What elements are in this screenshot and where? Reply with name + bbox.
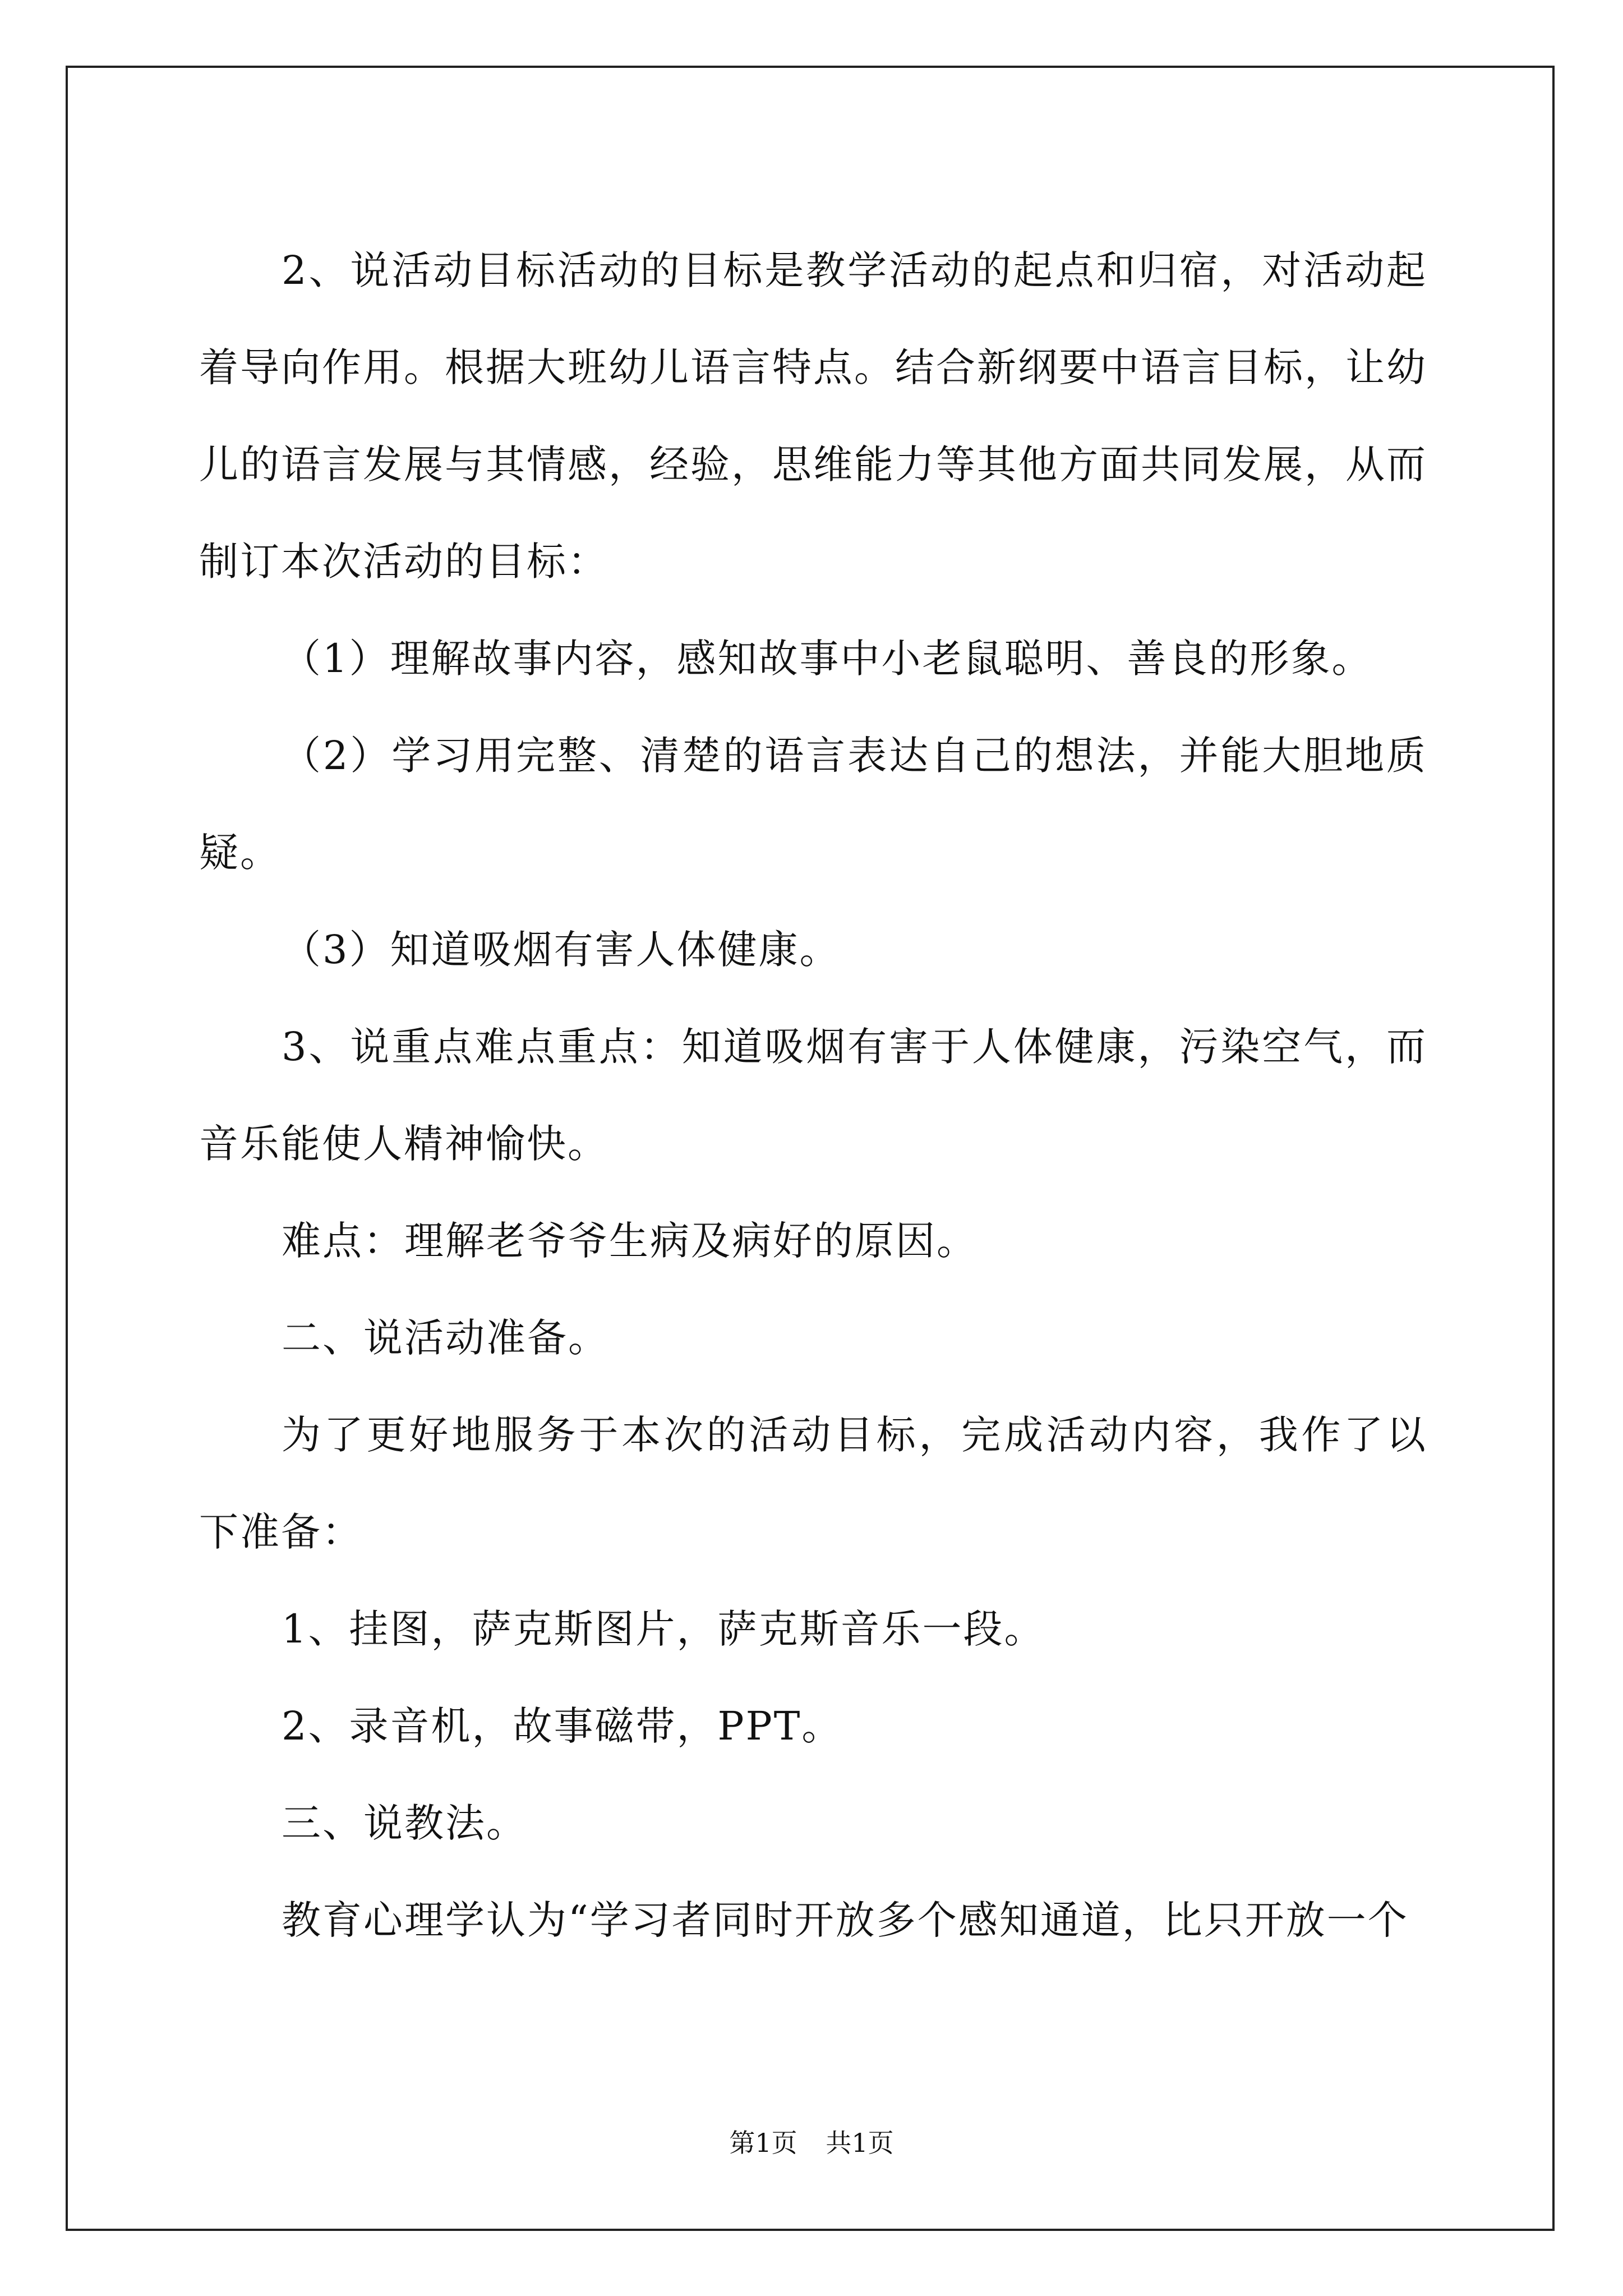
paragraph-4: （3）知道吸烟有害人体健康。 <box>282 927 841 973</box>
paragraph-7: 二、说活动准备。 <box>282 1315 609 1361</box>
page-footer <box>0 2126 1623 2160</box>
paragraph-6: 难点：理解老爷爷生病及病好的原因。 <box>282 1218 978 1264</box>
paragraph-12: 教育心理学认为“学习者同时开放多个感知通道，比只开放一个 <box>282 1897 1409 1943</box>
paragraph-9: 1、挂图，萨克斯图片，萨克斯音乐一段。 <box>282 1606 1045 1652</box>
paragraph-5: 3、说重点难点重点：知道吸烟有害于人体健康，污染空气，而音乐能使人精神愉快。 <box>199 1024 1427 1167</box>
page-total: 共1页 <box>826 2128 894 2158</box>
paragraph-10: 2、录音机，故事磁带，PPT。 <box>282 1703 843 1749</box>
paragraph-2: （1）理解故事内容，感知故事中小老鼠聪明、善良的形象。 <box>282 636 1373 682</box>
page-number: 第1页 <box>729 2128 797 2158</box>
paragraph-8: 为了更好地服务于本次的活动目标，完成活动内容，我作了以下准备： <box>199 1412 1427 1555</box>
paragraph-11: 三、说教法。 <box>282 1800 527 1846</box>
paragraph-1: 2、说活动目标活动的目标是教学活动的起点和归宿，对活动起着导向作用。根据大班幼儿语言特点。结合新纲要中语言目标，让幼儿的语言发展与其情感，经验，思维能力等其他方面共同发展，从而制订本次活动的目标： <box>199 247 1427 585</box>
document-body <box>199 222 1427 1969</box>
paragraph-3: （2）学习用完整、清楚的语言表达自己的想法，并能大胆地质疑。 <box>199 733 1427 876</box>
